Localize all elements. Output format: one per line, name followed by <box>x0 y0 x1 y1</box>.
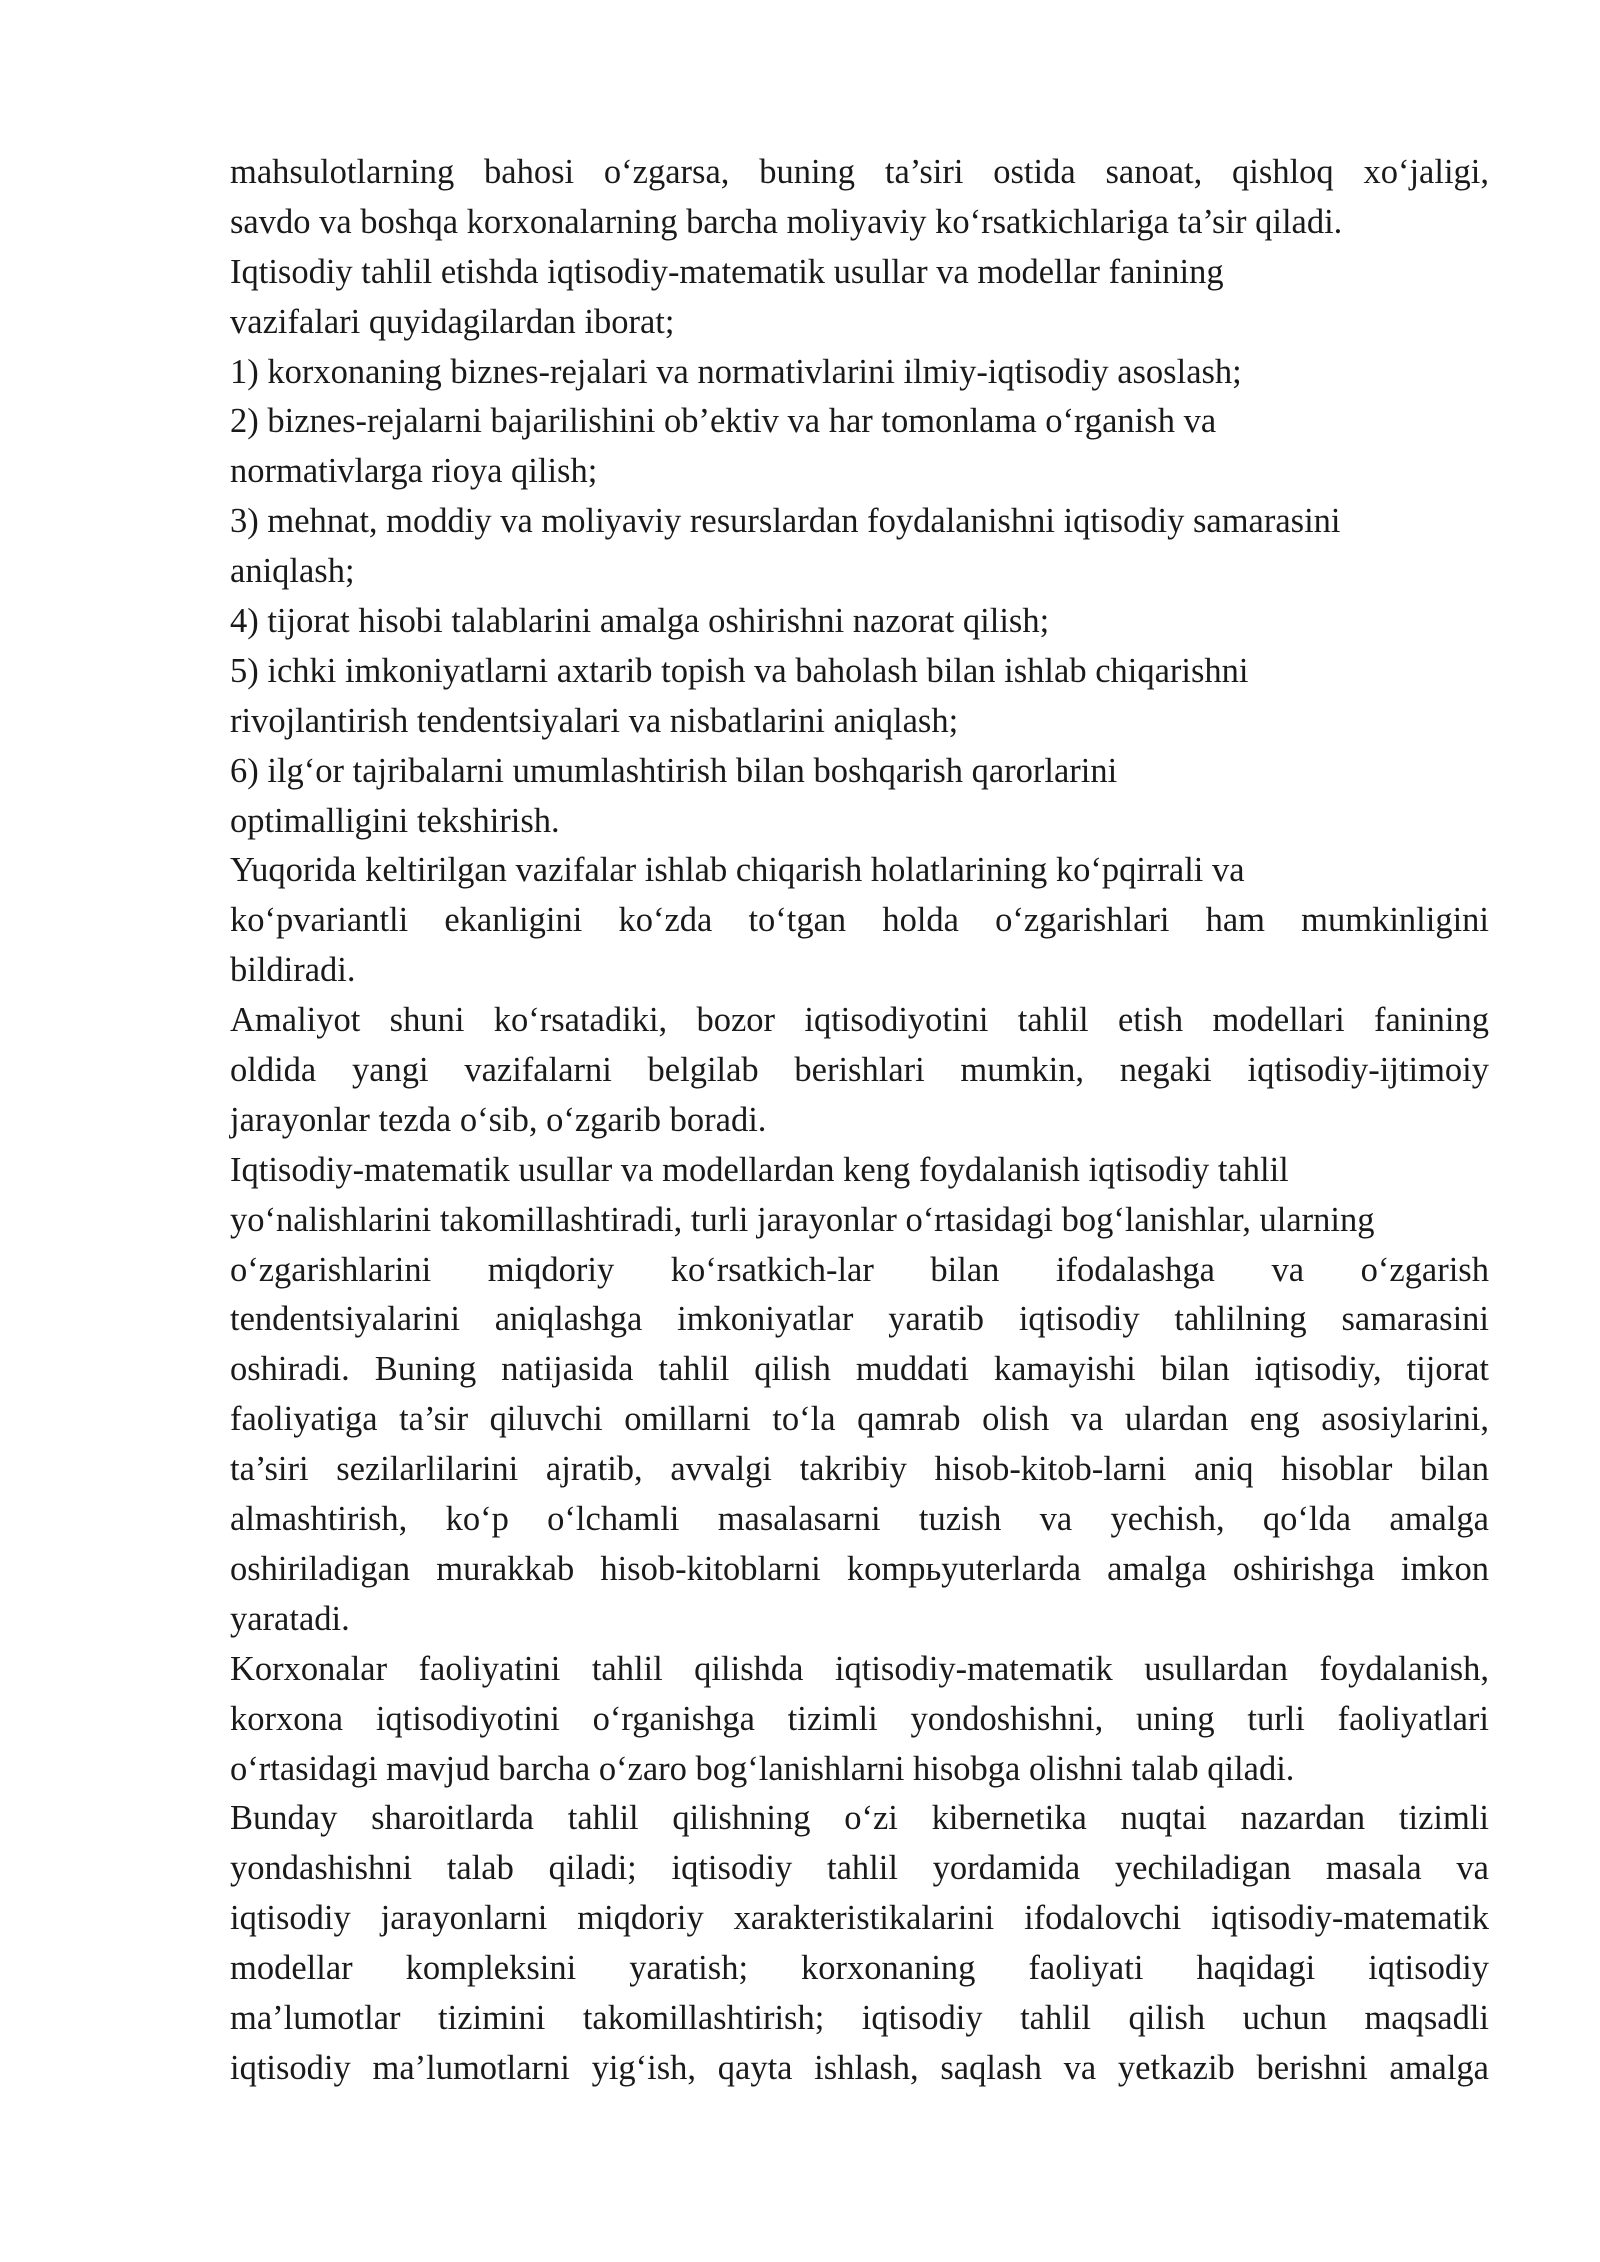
text-line: faoliyatiga ta’sir qiluvchi omillarni to‘la qamrab olish va ulardan eng asosiylarini, <box>230 1400 1489 1439</box>
text-line: 5) ichki imkoniyatlarni axtarib topish va baholash bilan ishlab chiqarishni <box>230 651 1249 690</box>
text-line: Korxonalar faoliyatini tahlil qilishda iqtisodiy-matematik usullardan foydalanish, <box>230 1649 1489 1688</box>
text-line: Iqtisodiy tahlil etishda iqtisodiy-matematik usullar va modellar fanining <box>230 252 1224 291</box>
text-line: oshiradi. Buning natijasida tahlil qilish muddati kamayishi bilan iqtisodiy, tijorat <box>230 1350 1489 1389</box>
text-line: oshiriladigan murakkab hisob-kitoblarni kompьyuterlarda amalga oshirishga imkon <box>230 1549 1489 1588</box>
text-line: 4) tijorat hisobi talablarini amalga oshirishni nazorat qilish; <box>230 602 1050 641</box>
text-line: rivojlantirish tendentsiyalari va nisbatlarini aniqlash; <box>230 701 959 740</box>
text-line: yondashishni talab qiladi; iqtisodiy tahlil yordamida yechiladigan masala va <box>230 1849 1489 1888</box>
text-line: Iqtisodiy-matematik usullar va modellardan keng foydalanish iqtisodiy tahlil <box>230 1150 1289 1189</box>
text-line: korxona iqtisodiyotini o‘rganishga tizimli yondoshishni, uning turli faoliyatlari <box>230 1699 1489 1738</box>
text-line: tendentsiyalarini aniqlashga imkoniyatlar yaratib iqtisodiy tahlilning samarasini <box>230 1300 1489 1339</box>
text-line: almashtirish, ko‘p o‘lchamli masalasarni tuzish va yechish, qo‘lda amalga <box>230 1500 1489 1539</box>
text-line: 3) mehnat, moddiy va moliyaviy resurslardan foydalanishni iqtisodiy samarasini <box>230 502 1341 541</box>
text-line: normativlarga rioya qilish; <box>230 452 598 491</box>
text-line: aniqlash; <box>230 552 355 591</box>
text-line: 2) biznes-rejalarni bajarilishini ob’ektiv va har tomonlama o‘rganish va <box>230 402 1217 441</box>
text-line: optimalligini tekshirish. <box>230 801 560 840</box>
text-line: ko‘pvariantli ekanligini ko‘zda to‘tgan holda o‘zgarishlari ham mumkinligini <box>230 901 1489 940</box>
text-line: Amaliyot shuni ko‘rsatadiki, bozor iqtisodiyotini tahlil etish modellari fanining <box>230 1001 1489 1040</box>
text-line: yo‘nalishlarini takomillashtiradi, turli jarayonlar o‘rtasidagi bog‘lanishlar, ularning <box>230 1200 1375 1239</box>
text-line: Bunday sharoitlarda tahlil qilishning o‘zi kibernetika nuqtai nazardan tizimli <box>230 1799 1489 1838</box>
text-line: modellar kompleksini yaratish; korxonaning faoliyati haqidagi iqtisodiy <box>230 1949 1489 1988</box>
text-line: bildiradi. <box>230 951 356 990</box>
text-line: 1) korxonaning biznes-rejalari va normativlarini ilmiy-iqtisodiy asoslash; <box>230 352 1242 391</box>
text-line: mahsulotlarning bahosi o‘zgarsa, buning ta’siri ostida sanoat, qishloq xo‘jaligi, <box>230 153 1489 191</box>
text-line: 6) ilg‘or tajribalarni umumlashtirish bilan boshqarish qarorlarini <box>230 751 1118 790</box>
text-line: Yuqorida keltirilgan vazifalar ishlab chiqarish holatlarining ko‘pqirrali va <box>230 851 1245 890</box>
text-line: o‘zgarishlarini miqdoriy ko‘rsatkich-lar bilan ifodalashga va o‘zgarish <box>230 1250 1489 1289</box>
text-line: savdo va boshqa korxonalarning barcha moliyaviy ko‘rsatkichlariga ta’sir qiladi. <box>230 202 1343 241</box>
text-line: jarayonlar tezda o‘sib, o‘zgarib boradi. <box>230 1100 767 1139</box>
text-line: o‘rtasidagi mavjud barcha o‘zaro bog‘lanishlarni hisobga olishni talab qiladi. <box>230 1749 1295 1788</box>
text-line: oldida yangi vazifalarni belgilab berishlari mumkin, negaki iqtisodiy-ijtimoiy <box>230 1051 1489 1090</box>
text-line: vazifalari quyidagilardan iborat; <box>230 302 675 341</box>
document-page <box>230 148 1489 2094</box>
text-line: ma’lumotlar tizimini takomillashtirish; iqtisodiy tahlil qilish uchun maqsadli <box>230 1998 1489 2037</box>
text-line: yaratadi. <box>230 1599 350 1638</box>
text-line: iqtisodiy ma’lumotlarni yig‘ish, qayta ishlash, saqlash va yetkazib berishni amalga <box>230 2048 1489 2087</box>
text-line: iqtisodiy jarayonlarni miqdoriy xarakteristikalarini ifodalovchi iqtisodiy-matematik <box>230 1899 1489 1938</box>
text-line: ta’siri sezilarlilarini ajratib, avvalgi takribiy hisob-kitob-larni aniq hisoblar bilan <box>230 1450 1489 1489</box>
